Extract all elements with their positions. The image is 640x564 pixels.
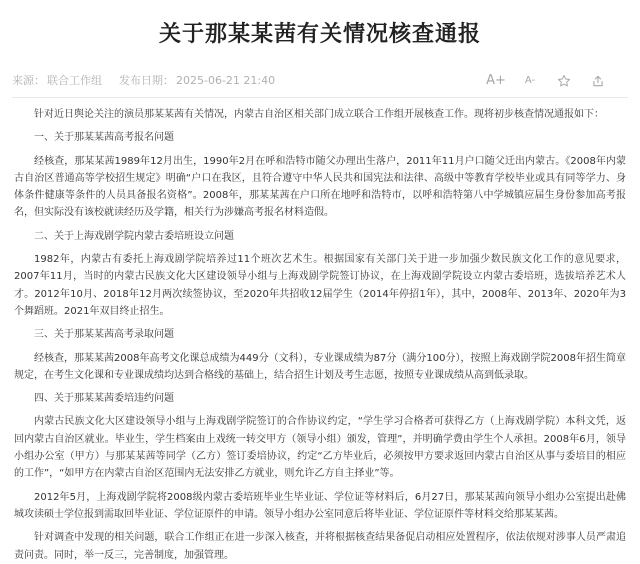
paragraph-exam-registration: 经核查，那某某茜1989年12月出生，1990年2月在呼和浩特市随父办理出生落户，2011年11月户口随父迁出内蒙古。《2008年内蒙古自治区普通高等学校招生规定》明确“户口在我区，且符合遵守中华人民共和国宪法和法律、高级中等教育学校毕业或具有同等学力、身体条件健康等条件的人员具备报名资格”。2008年，那某某茜在户口所在地呼和浩特市，以呼和浩特第八中学城镇应届生身份参加高考报名，但实际没有该校就读经历及学籍，相关行为涉嫌高考报名材料造假。 — [14, 155, 626, 219]
publish-date: 2025-06-21 21:40 — [176, 74, 276, 87]
divider — [12, 97, 628, 98]
share-icon[interactable] — [590, 73, 606, 89]
paragraph-agreement: 内蒙古民族文化大区建设领导小组与上海戏剧学院签订的合作协议约定，“学生学习合格者可获得乙方（上海戏剧学院）本科文凭，返回内蒙古自治区就业。毕业生，学生档案由上戏统一转交甲方（领导小组）颁发，管理”，并明确学费由学生个人承担。2008年6月，领导小组办公室（甲方）与那某某茜等同学（乙方）签订委培协议，约定“乙方毕业后，必须按甲方要求返回内蒙古自治区从事与委培目的相应的工作”，“如甲方在内蒙古自治区范围内无法安排乙方就业，则允许乙方自主择业”等。 — [14, 416, 626, 480]
paragraph-diploma: 2012年5月，上海戏剧学院将2008级内蒙古委培班毕业生毕业证、学位证等材料后，6月27日，那某某茜向领导小组办公室提出赴佛城攻读硕士学位报到需取回毕业证、学位证原件的申请。领导小组办公室同意后将毕业证、学位证原件等材料交给那某某茜。 — [14, 491, 626, 520]
article-body — [12, 106, 628, 564]
font-increase-button[interactable]: A+ — [486, 73, 506, 88]
source-name: 联合工作组 — [47, 74, 102, 87]
paragraph-admission: 经核查，那某某茜2008年高考文化课总成绩为449分（文科），专业课成绩为87分（满分100分），按照上海戏剧学院2008年招生简章规定，在考生文化课和专业课成绩均达到合格线的基础上，结合招生计划及考生志愿，按照专业课成绩从高到低录取。 — [14, 352, 626, 381]
article-meta — [12, 69, 628, 93]
intro-paragraph: 针对近日舆论关注的演员那某某茜有关情况，内蒙古自治区相关部门成立联合工作组开展核查工作。现将初步核查情况通报如下： — [34, 109, 604, 120]
font-decrease-button[interactable]: A- — [524, 75, 536, 86]
section-heading-4: 四、关于那某某茜委培违约问题 — [34, 393, 174, 405]
star-icon[interactable] — [556, 73, 572, 89]
section-heading-1: 一、关于那某某茜高考报名问题 — [34, 132, 174, 144]
date-label: 发布日期： — [119, 74, 174, 87]
article-title: 关于那某某茜有关情况核查通报 — [158, 22, 481, 47]
section-heading-2: 二、关于上海戏剧学院内蒙古委培班设立问题 — [34, 230, 234, 242]
closing-paragraph: 针对调查中发现的相关问题，联合工作组正在进一步深入核查，并将根据核查结果备促启动相应处置程序，依法依规对涉事人员严肃追责问责。同时，举一反三，完善制度，加强管理。 — [14, 532, 626, 561]
article-tools — [488, 69, 608, 93]
source-label: 来源： — [12, 74, 45, 87]
section-heading-3: 三、关于那某某茜高考录取问题 — [34, 329, 174, 341]
star-icon-graphic — [557, 74, 571, 88]
share-icon-graphic — [591, 74, 605, 88]
paragraph-class-setup: 1982年，内蒙古有委托上海戏剧学院培养过11个班次艺术生。根据国家有关部门关于进一步加强少数民族文化工作的意见要求，2007年11月，当时的内蒙古民族文化大区建设领导小组与上海戏剧学院签订协议，在上海戏剧学院设立内蒙古委培班，选拔培养艺术人才。2012年10月、2018年12月两次续签协议，至2020年共招收12届学生（2014年停招1年），其中，2008年、2013年、2020年为3个舞蹈班。2021年双目终止招生。 — [14, 254, 626, 317]
